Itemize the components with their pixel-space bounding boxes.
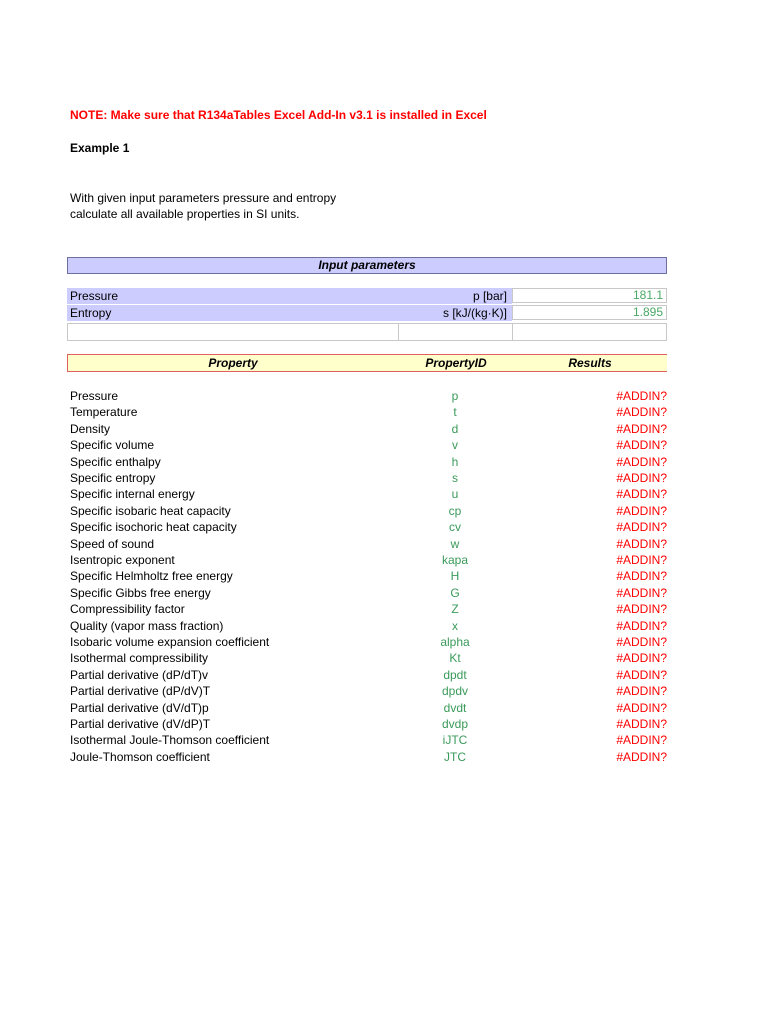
property-result[interactable]: #ADDIN? (616, 602, 667, 617)
property-row (70, 716, 667, 732)
property-row (70, 667, 667, 683)
property-row (70, 552, 667, 568)
property-name: Compressibility factor (70, 602, 185, 617)
property-result[interactable]: #ADDIN? (616, 389, 667, 403)
description-line-2: calculate all available properties in SI units. (70, 207, 300, 221)
property-row (70, 732, 667, 748)
input-row-pressure (67, 288, 667, 304)
header-results: Results (568, 356, 612, 370)
property-result[interactable]: #ADDIN? (616, 471, 667, 485)
property-name: Quality (vapor mass fraction) (70, 618, 224, 633)
property-name: Partial derivative (dP/dV)T (70, 684, 211, 699)
input-label: Pressure (67, 288, 512, 304)
property-name: Specific enthalpy (70, 454, 161, 469)
property-name: Density (70, 421, 111, 436)
empty-cell[interactable] (512, 323, 667, 341)
property-name: Isobaric volume expansion coefficient (70, 635, 270, 649)
property-result[interactable]: #ADDIN? (616, 438, 667, 453)
property-id: dpdt (443, 667, 467, 682)
property-name: Isothermal Joule-Thomson coefficient (70, 733, 270, 748)
property-result[interactable]: #ADDIN? (616, 454, 667, 469)
property-row (70, 421, 667, 437)
property-id: alpha (440, 635, 470, 649)
property-result[interactable]: #ADDIN? (616, 618, 667, 633)
property-row (70, 585, 667, 601)
property-id: s (452, 471, 458, 485)
property-id: Z (451, 602, 459, 617)
entropy-value-cell[interactable]: 1.895 (512, 305, 667, 320)
property-id: kapa (441, 553, 469, 567)
property-name: Specific entropy (70, 471, 156, 485)
property-name: Joule-Thomson coefficient (70, 749, 210, 764)
property-id: x (452, 618, 458, 633)
property-row (70, 650, 667, 666)
empty-cell[interactable] (67, 323, 399, 341)
property-name: Temperature (70, 405, 138, 420)
property-result[interactable]: #ADDIN? (616, 667, 667, 682)
property-id: cp (448, 503, 462, 518)
example-title: Example 1 (70, 141, 130, 155)
input-unit: p [bar] (359, 288, 509, 304)
property-id: t (453, 405, 457, 420)
input-row-entropy (67, 305, 667, 321)
property-result[interactable]: #ADDIN? (616, 717, 667, 731)
property-id: H (450, 569, 460, 584)
property-row (70, 437, 667, 453)
property-name: Specific isochoric heat capacity (70, 520, 237, 535)
property-row (70, 568, 667, 584)
property-name: Partial derivative (dP/dT)v (70, 667, 209, 682)
property-table-header (67, 354, 667, 372)
property-result[interactable]: #ADDIN? (616, 635, 667, 649)
property-row (70, 536, 667, 552)
property-result[interactable]: #ADDIN? (616, 700, 667, 715)
property-id: h (451, 454, 459, 469)
property-result[interactable]: #ADDIN? (616, 569, 667, 584)
input-unit: s [kJ/(kg·K)] (359, 305, 509, 321)
property-id: G (450, 585, 460, 600)
property-row (70, 700, 667, 716)
property-id: cv (449, 520, 461, 535)
property-row (70, 601, 667, 617)
property-result[interactable]: #ADDIN? (616, 421, 667, 436)
property-result[interactable]: #ADDIN? (616, 684, 667, 699)
property-id: dvdt (443, 700, 467, 715)
property-row (70, 388, 667, 404)
input-label: Entropy (67, 305, 512, 321)
property-id: Kt (449, 651, 461, 666)
property-id: p (451, 389, 459, 403)
property-name: Specific volume (70, 438, 155, 453)
property-name: Specific isobaric heat capacity (70, 503, 231, 518)
property-row (70, 683, 667, 699)
property-result[interactable]: #ADDIN? (616, 749, 667, 764)
install-note: NOTE: Make sure that R134aTables Excel Add-In v3.1 is installed in Excel (70, 108, 487, 122)
property-name: Isentropic exponent (70, 553, 175, 567)
property-name: Specific Helmholtz free energy (70, 569, 233, 584)
property-result[interactable]: #ADDIN? (616, 651, 667, 666)
property-result[interactable]: #ADDIN? (616, 503, 667, 518)
property-id: dpdv (441, 684, 469, 699)
header-property-id: PropertyID (425, 356, 487, 370)
property-name: Pressure (70, 389, 119, 403)
property-name: Isothermal compressibility (70, 651, 209, 666)
header-property: Property (208, 356, 258, 370)
property-name: Specific internal energy (70, 487, 195, 502)
property-name: Speed of sound (70, 536, 155, 551)
property-row (70, 404, 667, 420)
property-row (70, 454, 667, 470)
property-row (70, 749, 667, 765)
property-id: JTC (444, 749, 466, 764)
property-id: w (450, 536, 460, 551)
property-row (70, 519, 667, 535)
property-result[interactable]: #ADDIN? (616, 536, 667, 551)
property-name: Partial derivative (dV/dP)T (70, 717, 211, 731)
property-row (70, 470, 667, 486)
property-result[interactable]: #ADDIN? (616, 733, 667, 748)
property-row (70, 618, 667, 634)
pressure-value-cell[interactable]: 181.1 (512, 288, 667, 303)
property-result[interactable]: #ADDIN? (616, 585, 667, 600)
property-result[interactable]: #ADDIN? (616, 487, 667, 502)
property-name: Partial derivative (dV/dT)p (70, 700, 209, 715)
property-result[interactable]: #ADDIN? (616, 405, 667, 420)
property-result[interactable]: #ADDIN? (616, 520, 667, 535)
property-id: dvdp (441, 717, 469, 731)
property-result[interactable]: #ADDIN? (616, 553, 667, 567)
empty-cell[interactable] (398, 323, 513, 341)
empty-input-row (67, 323, 667, 341)
property-row (70, 486, 667, 502)
property-id: v (452, 438, 458, 453)
property-name: Specific Gibbs free energy (70, 585, 211, 600)
description-line-1: With given input parameters pressure and entropy (70, 191, 337, 205)
property-row (70, 503, 667, 519)
input-parameters-header: Input parameters (67, 257, 667, 274)
property-row (70, 634, 667, 650)
property-id: iJTC (442, 733, 468, 748)
property-id: u (451, 487, 459, 502)
property-id: d (451, 421, 459, 436)
